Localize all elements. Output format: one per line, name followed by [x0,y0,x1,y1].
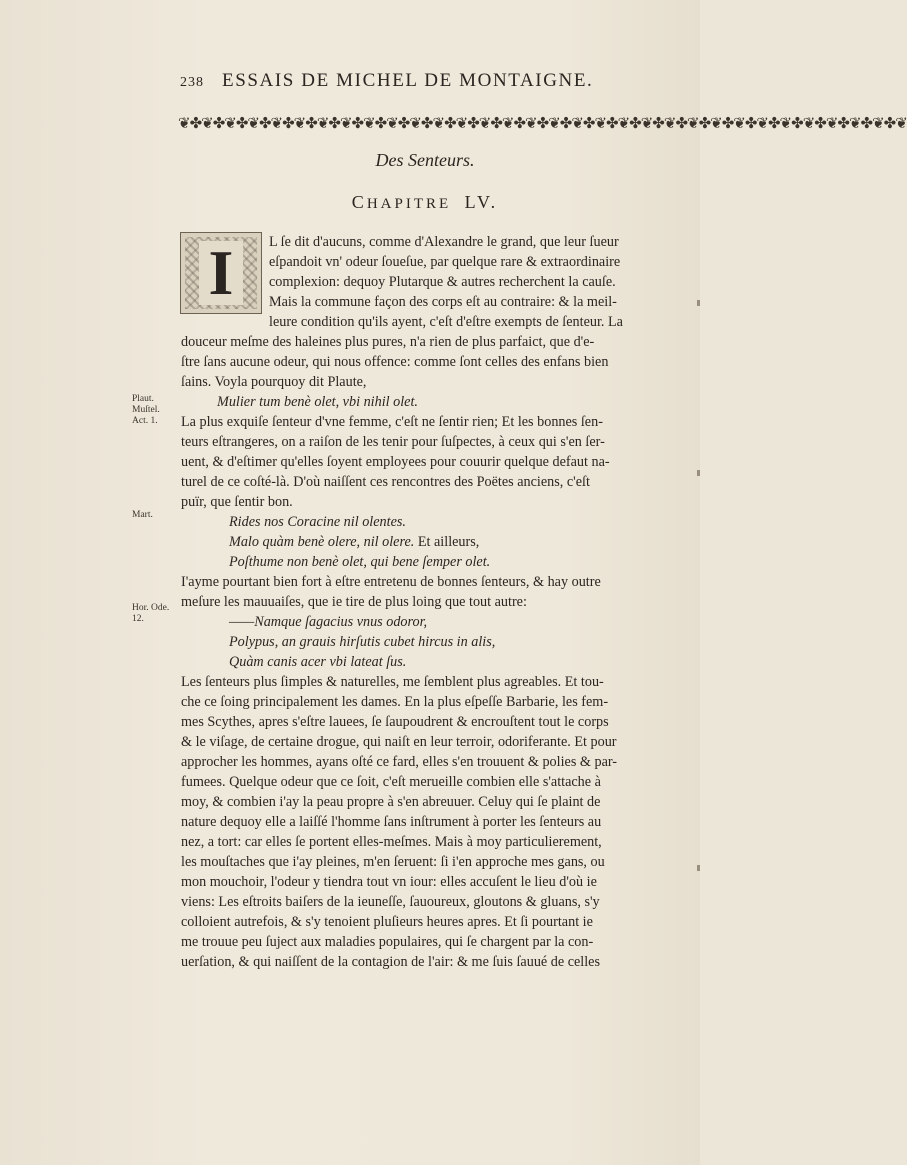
text-line: approcher les hommes, ayans oſté ce fard, elles s'en trouuent & polies & par- [181,754,618,770]
text-line: & le viſage, de certaine drogue, qui naiſt en leur terroir, odoriferante. Et pour [181,734,617,750]
text-line: ſains. Voyla pourquoy dit Plaute, [181,374,367,390]
margin-note-line: 12. [132,614,144,624]
text-line: I'ayme pourtant bien fort à eſtre entretenu de bonnes ſenteurs, & hay outre [181,574,601,590]
margin-note-hor [132,603,169,625]
text-line: Mais la commune façon des corps eſt au contraire: & la meil- [269,294,617,310]
margin-note-line: Muſtel. [132,405,160,415]
verse-tail: Et ailleurs, [414,534,480,550]
verse-line: Mulier tum benè olet, vbi nihil olet. [217,394,418,410]
text-line: viens: Les eſtroits baiſers de la ieuneſſe, ſauoureux, gloutons & gluans, s'y [181,894,600,910]
chapter-heading [180,192,670,213]
text-line: uent, & d'eſtimer qu'elles ſoyent employees pour couurir quelque defaut na- [181,454,610,470]
running-title: ESSAIS DE MICHEL DE MONTAIGNE. [222,70,594,91]
text-line: moy, & combien i'ay la peau propre à s'en abreuuer. Celuy qui ſe plaint de [181,794,601,810]
verse-line: Poſthume non benè olet, qui bene ſemper olet. [229,554,491,570]
text-line: turel de ce coſté-là. D'où naiſſent ces rencontres des Poëtes anciens, c'eſt [181,474,590,490]
margin-note-line: Act. 1. [132,416,158,426]
opening-lines [181,232,668,972]
page-number: 238 [180,75,204,90]
text-line: Les ſenteurs plus ſimples & naturelles, me ſemblent plus agreables. Et tou- [181,674,604,690]
text-line: La plus exquiſe ſenteur d'vne femme, c'eſt ne ſentir rien; Et les bonnes ſen- [181,414,603,430]
verse-line: Rides nos Coracine nil olentes. [229,514,406,530]
text-line: puïr, que ſentir bon. [181,494,293,510]
ornament-band-icon: ❦✤❦✤❦✤❦✤❦✤❦✤❦✤❦✤❦✤❦✤❦✤❦✤❦✤❦✤❦✤❦✤❦✤❦✤❦✤❦✤❦✤❦✤❦✤❦✤❦✤❦✤❦✤❦✤❦✤❦✤❦✤❦ [178,116,907,132]
page-header [180,70,670,92]
text-line: les mouſtaches que i'ay pleines, m'en ſeruent: ſi i'en approche mes gans, ou [181,854,605,870]
text-line: me trouue peu ſuject aux maladies populaires, qui ſe chargent par la con- [181,934,594,950]
margin-note-line: Plaut. [132,394,154,404]
section-title: Des Senteurs. [375,150,475,170]
text-line: mon mouchoir, l'odeur y tiendra tout vn iour: elles accuſent le lieu d'où ie [181,874,597,890]
text-line: teurs eſtrangeres, on a raiſon de les tenir pour ſuſpectes, à ceux qui s'en ſer- [181,434,605,450]
page-edge-mark [697,300,700,306]
margin-note-line: Hor. Ode. [132,603,170,613]
text-line: fumees. Quelque odeur que ce ſoit, c'eſt merueille combien elle s'attache à [181,774,601,790]
verse-line: Polypus, an grauis hirſutis cubet hircus in alis, [229,634,496,650]
text-line: nature dequoy elle a laiſſé l'homme ſans inſtrument à porter les ſenteurs au [181,814,602,830]
text-line: nez, a tort: car elles ſe portent elles-meſmes. Mais à moy particulierement, [181,834,602,850]
margin-note-plaut [132,394,160,427]
text-line: mes Scythes, apres s'eſtre lauees, ſe ſaupoudrent & encrouſtent tout le corps [181,714,609,730]
chapter-word: HAPITRE [366,196,452,212]
text-line: leure condition qu'ils ayent, c'eſt d'eſtre exempts de ſenteur. La [269,314,623,330]
chapter-number: LV. [464,192,499,212]
chapter-initial: C [351,192,367,212]
text-line: ſtre ſans aucune odeur, qui nous offence: comme ſont celles des enfans bien [181,354,609,370]
margin-note-line: Mart. [132,510,153,520]
dropcap-letter: I [199,241,244,305]
text-line: colloient autrefois, & s'y tenoient pluſieurs heures apres. Et ſi pourtant ie [181,914,593,930]
text-line: L ſe dit d'aucuns, comme d'Alexandre le grand, que leur ſueur [269,234,619,250]
text-line: che ce ſoing principalement les dames. En la plus eſpeſſe Barbarie, les fem- [181,694,609,710]
verse-line [181,532,668,552]
verse-text: Malo quàm benè olere, nil olere. [229,534,415,550]
text-line: eſpandoit vn' odeur ſoueſue, par quelque rare & extraordinaire [269,254,621,270]
text-line: complexion: dequoy Plutarque & autres recherchent la cauſe. [269,274,616,290]
page-edge-mark [697,470,700,476]
verse-line: ——Namque ſagacius vnus odoror, [229,614,428,630]
text-line: douceur meſme des haleines plus pures, n'a rien de plus parfaict, que d'e- [181,334,595,350]
text-line: meſure les mauuaiſes, que ie tire de plus loing que tout autre: [181,594,527,610]
text-line: uerſation, & qui naiſſent de la contagion de l'air: & me ſuis ſauué de celles [181,954,600,970]
verse-line: Quàm canis acer vbi lateat ſus. [229,654,407,670]
page-edge-mark [697,865,700,871]
margin-note-mart [132,510,153,521]
